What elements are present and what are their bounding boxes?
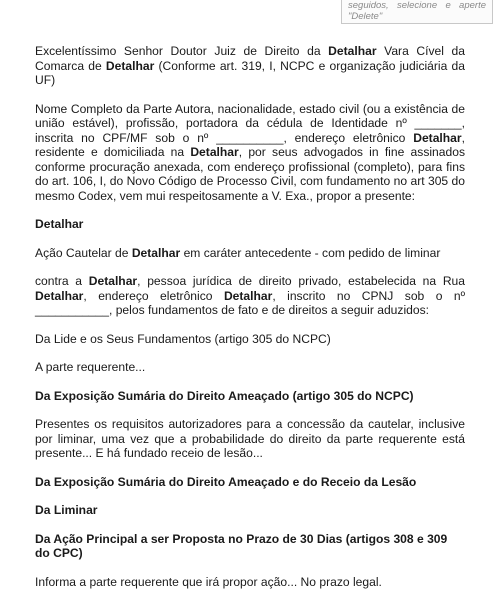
qualification-paragraph — [35, 102, 465, 204]
placeholder-detalhar: Detalhar — [190, 145, 239, 159]
heading-exposicao-sumaria: Da Exposição Sumária do Direito Ameaçado (artigo 305 do NCPC) — [35, 388, 414, 403]
against-text: , inscrito no CPNJ sob o nº ___________, pelos fundamentos de fato e de direitos a seguir aduzidos: — [35, 288, 465, 317]
heading-acao-principal: Da Ação Principal a ser Proposta no Prazo de 30 Dias (artigos 308 e 309 do CPC) — [35, 531, 448, 560]
against-text: , endereço eletrônico — [83, 288, 224, 303]
heading-detalhar: Detalhar — [35, 217, 84, 231]
placeholder-detalhar: Detalhar — [223, 288, 273, 303]
placeholder-detalhar: Detalhar — [131, 245, 181, 260]
qualification-text: , por seus advogados in fine assinados conforme procuração anexada, com endereço profissional (completo), para fins do art. 106, I, do Novo Código de Processo Civil, com fundamento no art 305 do mesmo Codex, vem mui respeitosamente a V. Exa., propor a presente: — [35, 145, 465, 203]
addressee-text: Vara Cível da Comarca de — [35, 44, 466, 73]
requisitos-paragraph: Presentes os requisitos autorizadores para a concessão da cautelar, inclusive por liminar, uma vez que a probabilidade do direito da parte requerente está presente... E há fundado receio de lesão... — [35, 417, 465, 460]
instruction-note-line-1: seguidos, selecione e aperte — [348, 0, 486, 11]
placeholder-detalhar: Detalhar — [88, 274, 138, 288]
qualification-text: , residente e domiciliada na — [35, 130, 465, 159]
against-text: , pessoa jurídica de direito privado, estabelecida na Rua — [137, 274, 466, 288]
instruction-note — [341, 0, 493, 24]
against-paragraph — [35, 274, 465, 318]
against-text: contra a — [35, 274, 89, 288]
requerente-paragraph: A parte requerente... — [35, 360, 146, 374]
qualification-text: Nome Completo da Parte Autora, nacionalidade, estado civil (ou a existência de união estável), profissão, portadora da cédula de Identidade nº _______, inscrita no CPF/MF sob o nº __________, endereço eletrônico — [35, 101, 465, 145]
instruction-note-line-2: "Delete" — [348, 11, 383, 22]
addressee-text: (Conforme art. 319, I, NCPC e organização judiciária da UF) — [35, 58, 465, 87]
petition-document — [35, 44, 465, 589]
placeholder-detalhar: Detalhar — [105, 58, 155, 73]
addressee-text: Excelentíssimo Senhor Doutor Juiz de Direito da — [35, 44, 329, 58]
placeholder-detalhar: Detalhar — [328, 44, 377, 58]
lide-paragraph: Da Lide e os Seus Fundamentos (artigo 305 do NCPC) — [35, 331, 331, 346]
placeholder-detalhar: Detalhar — [413, 130, 462, 145]
action-text: Ação Cautelar de — [35, 245, 132, 260]
heading-receio-lesao: Da Exposição Sumária do Direito Ameaçado e do Receio da Lesão — [35, 474, 417, 489]
heading-liminar: Da Liminar — [35, 503, 98, 517]
action-paragraph — [35, 246, 465, 261]
addressee-paragraph — [35, 44, 465, 88]
placeholder-detalhar: Detalhar — [35, 288, 84, 303]
action-text: em caráter antecedente - com pedido de liminar — [180, 245, 441, 260]
informa-paragraph: Informa a parte requerente que irá propor ação... No prazo legal. — [35, 574, 382, 589]
